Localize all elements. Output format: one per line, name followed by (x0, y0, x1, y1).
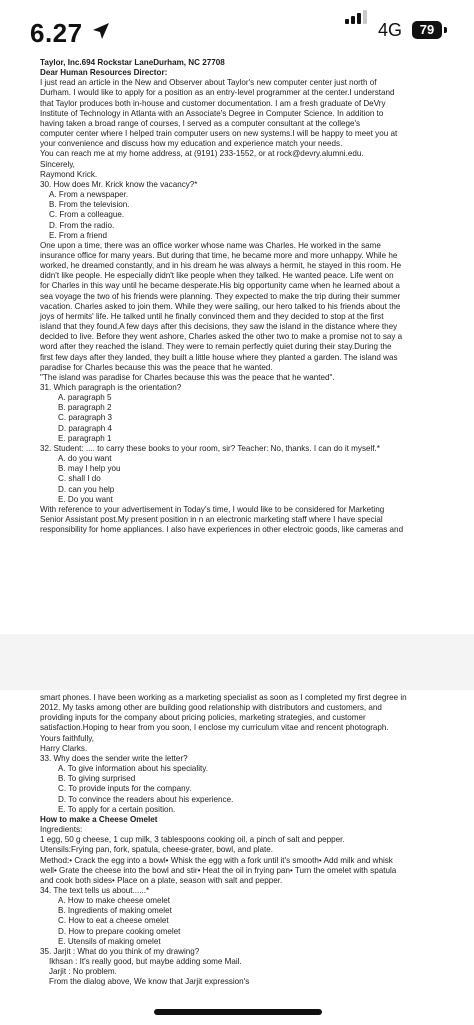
text-line: E. Do you want (58, 494, 113, 504)
text-line: worked, he dreamed constantly, and in his dream he was always a hermit, he stayed in this room. He (40, 261, 402, 271)
text-line: Dear Human Resources Director: (40, 68, 168, 78)
text-line: didn't like people. He especially didn't like people when they talked. He wanted peace. Life went on (40, 271, 394, 281)
text-line: responsibility for home appliances. I also have experiences in other electroic goods, like cameras and (40, 525, 404, 535)
text-line: 33. Why does the sender write the letter? (40, 753, 188, 763)
network-type: 4G (378, 20, 403, 40)
text-line: A. do you want (58, 454, 112, 464)
text-line: B. may I help you (58, 464, 121, 474)
text-line: Yours faithfully, (40, 733, 94, 743)
text-line: A. How to make cheese omelet (58, 896, 171, 906)
text-line: B. To giving surprised (58, 774, 136, 784)
text-line: A. To give information about his speciality. (58, 764, 208, 774)
text-line: With reference to your advertisement in Today's time, I would like to be considered for Marketing (40, 504, 385, 514)
text-line: Raymond Krick. (40, 169, 98, 179)
text-line: 1 egg, 50 g cheese, 1 cup milk, 3 tablespoons cooking oil, a pinch of salt and pepper. (40, 835, 345, 845)
text-line: decided to live. Before they went ashore, Charles asked the other two to make a promise not to say a (40, 332, 403, 342)
status-bar (0, 0, 474, 62)
document-page-1 (0, 54, 474, 634)
page-gap (0, 634, 474, 690)
text-line: Method:• Crack the egg into a bowl• Whisk the egg with a fork until it's smooth• Add milk and whisk (40, 855, 393, 865)
text-line: word after they reached the island. They were to remain perfectly quiet during their stay.During the (40, 342, 392, 352)
document-page-2 (0, 690, 474, 1025)
text-line: D. can you help (58, 484, 115, 494)
text-line: E. Utensils of making omelet (58, 936, 161, 946)
text-line: D. paragraph 4 (58, 423, 112, 433)
text-line: Durham. I would like to apply for a position as an entry-level programmer at the center.I understand (40, 88, 395, 98)
text-line: having taken a broad range of courses, I served as a computer consultant at the college's (40, 118, 361, 128)
battery-icon: 79 (412, 21, 442, 39)
text-line: and cook both sides• Place on a plate, season with salt and pepper. (40, 875, 283, 885)
text-line: first few days after they landed, they built a little house where they planted a garden. The island was (40, 352, 398, 362)
text-line: E. To apply for a certain position. (58, 804, 176, 814)
text-line: B. paragraph 2 (58, 403, 112, 413)
text-line: island that they found.A few days after this decisions, they saw the island in the distance where they (40, 322, 398, 332)
text-line: C. shall I do (58, 474, 101, 484)
text-line: 32. Student: .... to carry these books to your room, sir? Teacher: No, thanks. I can do it myself.* (40, 443, 380, 453)
text-line: joys of hermits' life. He talked until he finally convinced them and they decided to stop at the first (40, 311, 384, 321)
text-line: 2012. My tasks among other are building good relationship with distributors and customers, and (40, 703, 382, 713)
text-line: B. Ingredients of making omelet (58, 906, 172, 916)
text-line: A. paragraph 5 (58, 393, 112, 403)
text-line: You can reach me at my home address, at (9191) 233-1552, or at rock@devry.alumni.edu. (40, 149, 364, 159)
status-time: 6.27 (30, 18, 83, 48)
home-indicator[interactable] (154, 1009, 322, 1015)
text-line: Harry Clarks. (40, 743, 88, 753)
text-line: E. paragraph 1 (58, 433, 112, 443)
text-line: D. From the radio. (49, 220, 115, 230)
location-arrow-icon (92, 22, 110, 40)
text-line: computer center where I helped train computer users on new systems.I will be happy to meet you at (40, 129, 398, 139)
text-line: Ikhsan : It's really good, but maybe adding some Mail. (49, 957, 242, 967)
text-line: vacation. Charles asked to join them. While they were sailing, our hero talked to his friends about the (40, 301, 401, 311)
text-line: for Charles in this way until he became desperate.His big opportunity came when he learned about a (40, 281, 400, 291)
text-line: providing inputs for the company about pricing policies, marketing strategies, and customer (40, 713, 366, 723)
text-line: satisfaction.Hoping to hear from you soon, I enclose my curriculum vitae and rencent photograph. (40, 723, 389, 733)
text-line: Sincerely, (40, 159, 75, 169)
text-line: paradise for Charles because this was the peace that he wanted. (40, 362, 273, 372)
text-line: B. From the television. (49, 200, 130, 210)
text-line: Institute of Technology in Atlanta with an Associate's Degree in Computer Science. In addition to (40, 108, 384, 118)
text-line: 30. How does Mr. Krick know the vacancy?* (40, 179, 198, 189)
text-line: C. To provide inputs for the company. (58, 784, 192, 794)
text-line: sea voyage the two of his friends were planning. They expected to make the trip during their summer (40, 291, 401, 301)
text-line: "The island was paradise for Charles because this was the peace that he wanted". (40, 372, 335, 382)
text-line: How to make a Cheese Omelet (40, 814, 158, 824)
document-text (40, 693, 444, 988)
document-text (40, 58, 444, 535)
text-line: C. From a colleague. (49, 210, 125, 220)
text-line: Taylor, Inc.694 Rockstar LaneDurham, NC 27708 (40, 58, 225, 67)
text-line: E. From a friend (49, 230, 108, 240)
text-line: your convenience and discuss how my education and experience match your needs. (40, 139, 343, 149)
text-line: 31. Which paragraph is the orientation? (40, 383, 182, 392)
text-line: D. How to prepare cooking omelet (58, 926, 181, 936)
text-line: 34. The text tells us about......* (40, 885, 150, 895)
text-line: Ingredients: (40, 825, 83, 835)
text-line: I just read an article in the New and Observer about Taylor's new computer center just north of (40, 78, 377, 88)
text-line: Utensils:Frying pan, fork, spatula, cheese-grater, bowl, and plate. (40, 845, 274, 855)
text-line: C. paragraph 3 (58, 413, 112, 423)
text-line: Jarjit : No problem. (49, 967, 117, 977)
text-line: insurance office for many years. But during that time, he became more and more unhappy. While he (40, 250, 398, 260)
text-line: well• Grate the cheese into the bowl and stir• Heat the oil in frying pan• Turn the omelet with spatula (40, 865, 397, 875)
text-line: that Taylor produces both in-house and customer documentation. I am a fresh graduate of DeVry (40, 98, 386, 108)
text-line: D. To convince the readers about his experience. (58, 794, 234, 804)
text-line: Senior Assistant post.My present position in n an electronic marketing staff where I have special (40, 515, 383, 525)
battery-tip (444, 27, 447, 33)
text-line: smart phones. I have been working as a marketing specialist as soon as I completed my first degree in (40, 693, 407, 702)
text-line: A. From a newspaper. (49, 190, 129, 200)
text-line: 35. Jarjit : What do you think of my drawing? (40, 946, 200, 956)
text-line: From the dialog above, We know that Jarjit expression's (49, 977, 250, 987)
text-line: C. How to eat a cheese omelet (58, 916, 169, 926)
text-line: One upon a time, there was an office worker whose name was Charles. He worked in the same (40, 240, 381, 250)
